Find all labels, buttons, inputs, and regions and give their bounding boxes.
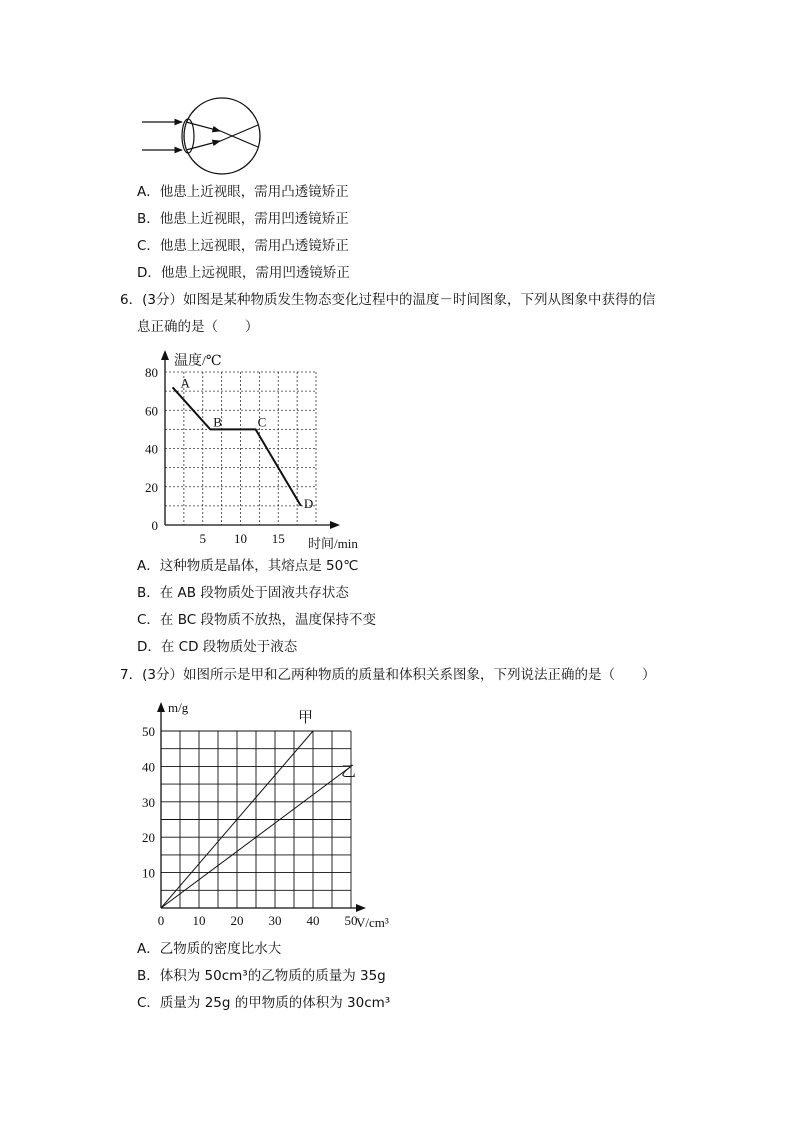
q5-option-d: D．他患上远视眼，需用凹透镜矫正 <box>137 265 350 281</box>
x-tick-label: 10 <box>192 913 206 928</box>
q6-stem-line2: 息正确的是（ ） <box>137 319 259 335</box>
q5-option-b: B．他患上近视眼，需用凹透镜矫正 <box>137 211 349 227</box>
q7-option-c: C．质量为 25g 的甲物质的体积为 30cm³ <box>137 995 391 1011</box>
q6-option-c: C．在 BC 段物质不放热，温度保持不变 <box>137 612 376 628</box>
x-tick-label: 5 <box>199 531 206 546</box>
y-axis-label: m/g <box>168 700 189 715</box>
q7-option-a: A．乙物质的密度比水大 <box>137 941 282 957</box>
y-axis-arrow <box>157 702 165 712</box>
y-tick-label: 0 <box>151 518 158 533</box>
y-tick-label: 10 <box>142 865 155 881</box>
q6-stem-line1: 6．(3分）如图是某种物质发生物态变化过程中的温度－时间图象，下列从图象中获得的信 <box>120 292 656 308</box>
series-label-jia: 甲 <box>298 710 314 726</box>
point-label-a: A <box>180 375 190 391</box>
y-tick-label: 40 <box>142 759 155 775</box>
y-tick-label: 20 <box>145 479 158 495</box>
q7-option-b: B．体积为 50cm³的乙物质的质量为 35g <box>137 968 386 984</box>
q6-option-a: A．这种物质是晶体，其熔点是 50℃ <box>137 558 359 574</box>
y-tick-label: 30 <box>142 794 155 810</box>
y-tick-label: 40 <box>145 441 158 457</box>
x-axis-arrow <box>356 904 366 912</box>
y-axis-label: 温度/℃ <box>174 354 222 369</box>
y-tick-label: 20 <box>142 830 155 846</box>
x-axis-label: 时间/min <box>308 536 358 551</box>
point-label-c: C <box>257 414 267 430</box>
y-tick-label: 80 <box>145 365 158 380</box>
y-tick-label: 60 <box>145 403 158 419</box>
x-axis-label: V/cm³ <box>356 915 389 930</box>
q6-option-d: D．在 CD 段物质处于液态 <box>137 639 298 655</box>
x-tick-label: 10 <box>234 531 247 546</box>
q6-option-b: B．在 AB 段物质处于固液共存状态 <box>137 585 349 601</box>
x-tick-label: 20 <box>230 913 244 928</box>
q5-option-c: C．他患上远视眼，需用凸透镜矫正 <box>137 238 349 254</box>
y-tick-label: 50 <box>142 724 155 739</box>
q5-option-a: A．他患上近视眼，需用凸透镜矫正 <box>137 184 349 200</box>
x-tick-label: 0 <box>157 913 165 928</box>
q7-stem-line1: 7．(3分）如图所示是甲和乙两种物质的质量和体积关系图象，下列说法正确的是（ ） <box>120 667 656 683</box>
point-label-d: D <box>303 495 314 511</box>
x-tick-label: 30 <box>268 913 282 928</box>
x-tick-label: 40 <box>306 913 320 928</box>
point-label-b: B <box>213 414 222 430</box>
x-tick-label: 50 <box>344 913 358 928</box>
x-tick-label: 15 <box>271 531 285 546</box>
series-label-yi: 乙 <box>341 764 357 780</box>
